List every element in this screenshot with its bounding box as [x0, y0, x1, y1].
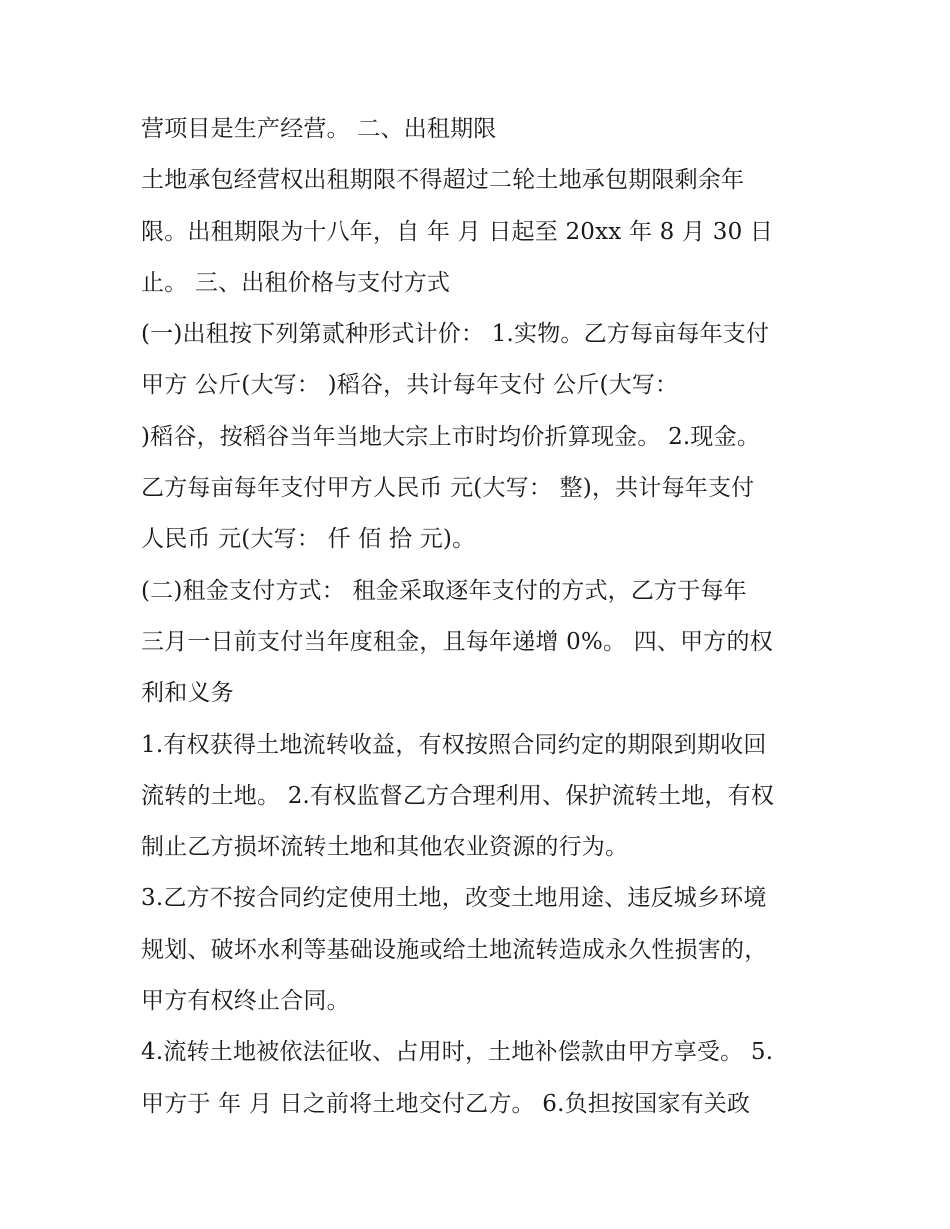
text-line: 土地承包经营权出租期限不得超过二轮土地承包期限剩余年: [141, 167, 745, 194]
text-line: 4.流转土地被依法征收、占用时，土地补偿款由甲方享受。 5.: [141, 1039, 774, 1066]
text-line: 规划、破坏水利等基础设施或给土地流转造成永久性损害的，: [141, 936, 768, 963]
text-line: 利和义务: [141, 680, 234, 707]
text-line: 1.有权获得土地流转收益，有权按照合同约定的期限到期收回: [141, 731, 767, 758]
text-line: 3.乙方不按合同约定使用土地，改变土地用途、违反城乡环境: [141, 885, 767, 912]
text-line: 营项目是生产经营。 二、出租期限: [141, 116, 497, 142]
text-line: 甲方有权终止合同。: [141, 988, 350, 1015]
text-line: 止。 三、出租价格与支付方式: [141, 269, 451, 296]
text-line: 甲方于 年 月 日之前将土地交付乙方。 6.负担按国家有关政: [141, 1090, 751, 1117]
text-line: 甲方 公斤(大写： )稻谷，共计每年支付 公斤(大写：: [141, 372, 679, 399]
contract-body: [141, 109, 821, 1135]
text-line: (一)出租按下列第贰种形式计价： 1.实物。乙方每亩每年支付: [141, 321, 770, 348]
text-line: 三月一日前支付当年度租金，且每年递增 0%。 四、甲方的权: [141, 628, 773, 655]
text-line: (二)租金支付方式： 租金采取逐年支付的方式，乙方于每年: [141, 577, 747, 604]
text-line: 限。出租期限为十八年，自 年 月 日起至 20xx 年 8 月 30 日: [141, 218, 774, 245]
text-line: 乙方每亩每年支付甲方人民币 元(大写： 整)，共计每年支付: [141, 475, 755, 502]
text-line: 制止乙方损坏流转土地和其他农业资源的行为。: [141, 834, 629, 861]
text-line: 流转的土地。 2.有权监督乙方合理利用、保护流转土地，有权: [141, 782, 775, 809]
text-line: 人民币 元(大写： 仟 佰 拾 元)。: [141, 526, 476, 553]
text-line: )稻谷，按稻谷当年当地大宗上市时均价折算现金。 2.现金。: [141, 423, 761, 450]
